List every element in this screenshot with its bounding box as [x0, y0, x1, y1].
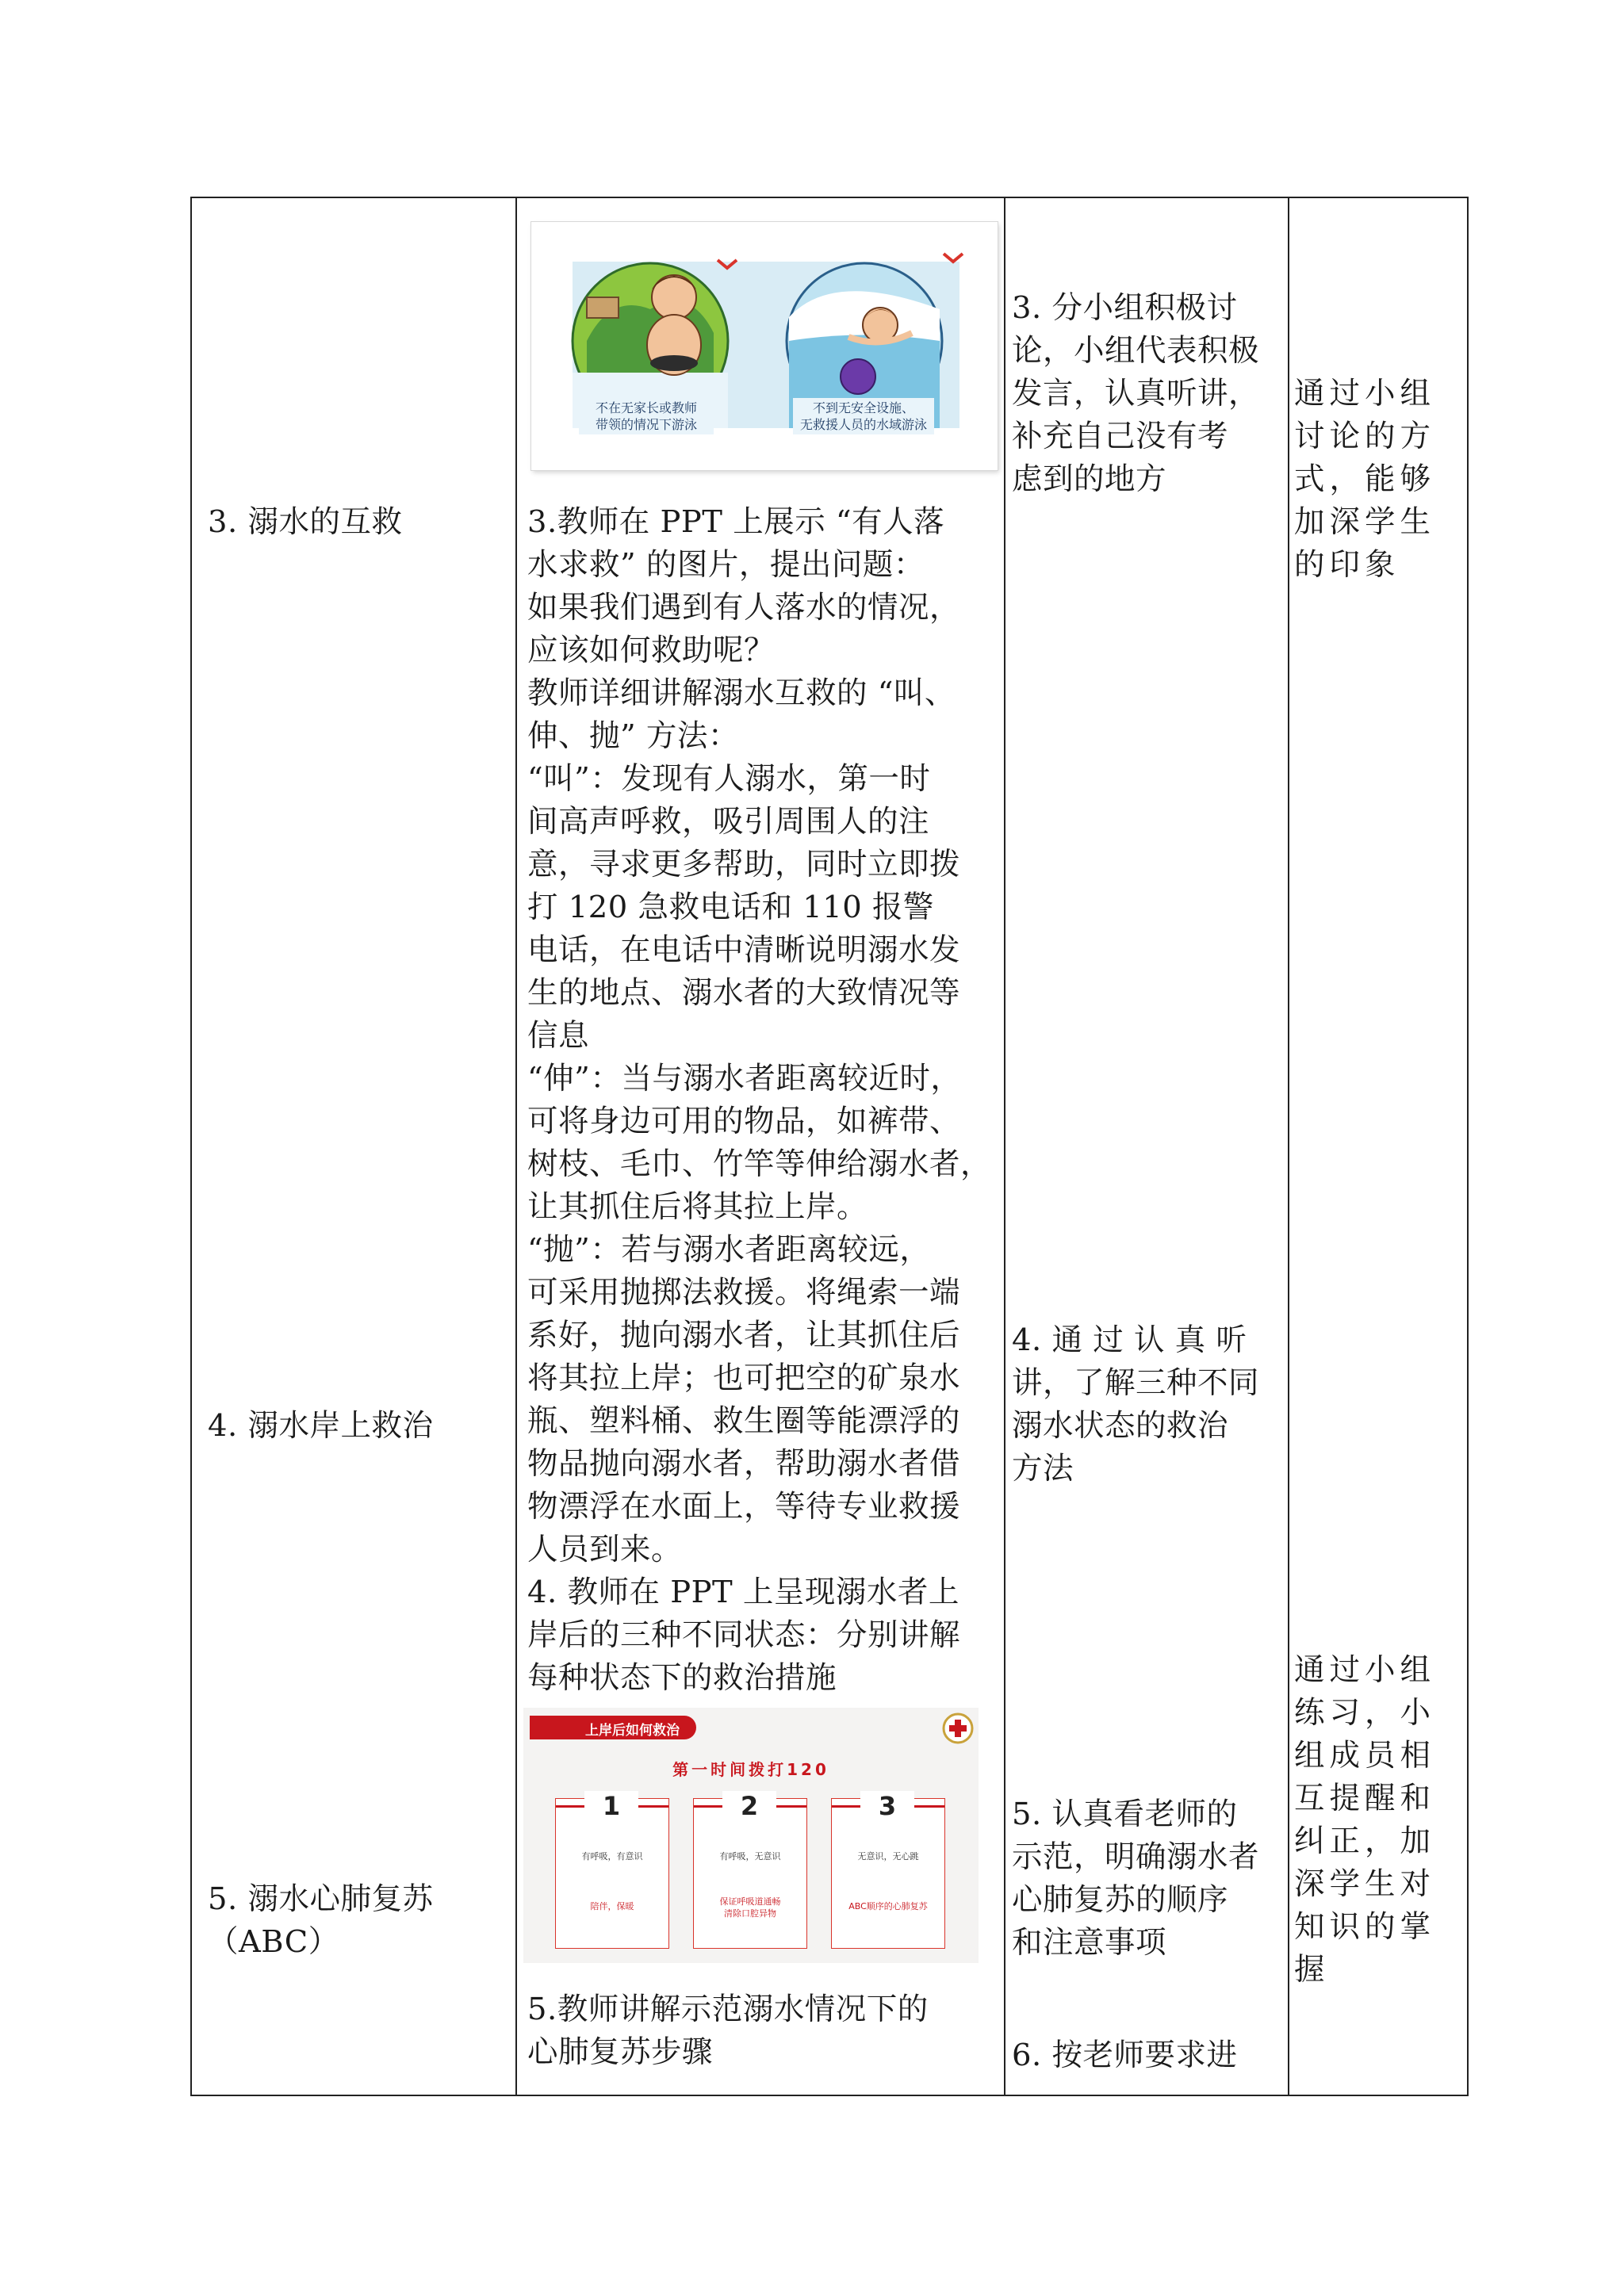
activity-line: 物漂浮在水面上，等待专业救援 — [527, 1489, 961, 1525]
step-action: 保证呼吸道通畅 清除口腔异物 — [719, 1896, 781, 1919]
intent-line: 深学生对 — [1294, 1866, 1436, 1902]
student-line: 虑到的地方 — [1012, 461, 1167, 497]
drowning-prevention-illustration — [531, 222, 998, 470]
caption-right-line1: 不到无安全设施、 — [812, 400, 914, 415]
activity-line: 4. 教师在 PPT 上呈现溺水者上 — [527, 1575, 959, 1610]
student-line: 补充自己没有考 — [1012, 419, 1229, 454]
rescue-steps-slide — [523, 1708, 979, 1963]
activity-line: 生的地点、溺水者的大致情况等 — [527, 975, 961, 1011]
activity-line: 信息 — [527, 1018, 590, 1054]
intent-line: 通过小组 — [1294, 376, 1436, 411]
activity-line: 打 120 急救电话和 110 报警 — [527, 890, 934, 925]
step-state: 有呼吸，有意识 — [581, 1851, 643, 1862]
activity-line: 可将身边可用的物品，如裤带、 — [527, 1104, 961, 1139]
step-state: 有呼吸，无意识 — [719, 1851, 781, 1862]
table-divider-2 — [1004, 197, 1005, 2096]
intent-line: 讨论的方 — [1294, 419, 1436, 454]
table-top-border — [190, 197, 1469, 198]
step-state: 无意识，无心跳 — [857, 1851, 919, 1862]
student-line: 心肺复苏的顺序 — [1012, 1882, 1229, 1918]
step-number: 2 — [722, 1791, 776, 1821]
student-line: 5. 认真看老师的 — [1012, 1797, 1238, 1832]
activity-line: 岸后的三种不同状态：分别讲解 — [527, 1617, 961, 1653]
activity-line: 如果我们遇到有人落水的情况， — [527, 590, 961, 626]
activity-line: “伸”：当与溺水者距离较近时， — [527, 1061, 962, 1096]
intent-line: 的印象 — [1294, 547, 1400, 583]
caption-left-line2: 带领的情况下游泳 — [595, 417, 697, 432]
activity-line: 系好，抛向溺水者，让其抓住后 — [527, 1318, 961, 1353]
step-number: 3 — [860, 1791, 914, 1821]
activity-line: 将其拉上岸；也可把空的矿泉水 — [527, 1360, 961, 1396]
activity-line: 物品抛向溺水者，帮助溺水者借 — [527, 1446, 961, 1482]
student-line: 示范，明确溺水者 — [1012, 1839, 1260, 1875]
activity-line: 水求救” 的图片，提出问题： — [527, 547, 925, 583]
activity-line: “叫”：发现有人溺水，第一时 — [527, 761, 931, 797]
table-right-border — [1467, 197, 1469, 2096]
student-line: 方法 — [1012, 1451, 1074, 1487]
activity-line: 间高声呼救，吸引周围人的注 — [527, 804, 930, 840]
table-bottom-border — [190, 2095, 1469, 2096]
activity-line: 可采用抛掷法救援。将绳索一端 — [527, 1275, 961, 1311]
table-divider-1 — [515, 197, 517, 2096]
step-card-2 — [693, 1791, 807, 1949]
student-line: 4. 通 过 认 真 听 — [1012, 1322, 1247, 1358]
slide-header: 上岸后如何救治 — [585, 1723, 680, 1739]
topic-4: 4. 溺水岸上救治 — [208, 1408, 434, 1444]
caption-left-line1: 不在无家长或教师 — [595, 400, 697, 415]
topic-3: 3. 溺水的互救 — [208, 504, 403, 540]
activity-line: 让其抓住后将其拉上岸。 — [527, 1189, 868, 1225]
activity-tail-1: 5.教师讲解示范溺水情况下的 — [527, 1992, 929, 2027]
student-line: 讲，了解三种不同 — [1012, 1365, 1260, 1401]
table-left-border — [190, 197, 192, 2096]
activity-line: 意，寻求更多帮助，同时立即拨 — [527, 847, 961, 882]
activity-line: 3.教师在 PPT 上展示 “有人落 — [527, 504, 945, 540]
activity-line: “抛”：若与溺水者距离较远， — [527, 1232, 931, 1268]
student-line: 溺水状态的救治 — [1012, 1408, 1229, 1444]
step-card-3 — [831, 1791, 945, 1949]
table-divider-3 — [1288, 197, 1289, 2096]
topic-5: 5. 溺水心肺复苏 — [208, 1881, 434, 1917]
caption-right-line2: 无救援人员的水域游泳 — [799, 417, 927, 432]
intent-line: 知识的掌 — [1294, 1909, 1436, 1945]
student-line: 3. 分小组积极讨 — [1012, 290, 1238, 326]
step-action: ABC顺序的心肺复苏 — [848, 1901, 928, 1911]
activity-line: 人员到来。 — [527, 1532, 683, 1567]
activity-line: 瓶、塑料桶、救生圈等能漂浮的 — [527, 1403, 961, 1439]
intent-line: 组成员相 — [1294, 1738, 1436, 1774]
activity-tail-2: 心肺复苏步骤 — [527, 2034, 714, 2070]
activity-line: 每种状态下的救治措施 — [527, 1660, 837, 1696]
slide-title: 第一时间拨打120 — [672, 1760, 829, 1779]
step-number: 1 — [584, 1791, 638, 1821]
topic-5-sub: （ABC） — [208, 1924, 339, 1960]
activity-line: 应该如何救助呢？ — [527, 633, 776, 668]
intent-line: 纠正，加 — [1294, 1823, 1436, 1859]
activity-line: 伸、抛” 方法： — [527, 718, 739, 754]
activity-line: 教师详细讲解溺水互救的 “叫、 — [527, 675, 956, 711]
step-card-1 — [555, 1791, 669, 1949]
intent-line: 通过小组 — [1294, 1652, 1436, 1688]
student-line: 和注意事项 — [1012, 1925, 1167, 1961]
intent-line: 练习，小 — [1294, 1695, 1436, 1731]
intent-line: 互提醒和 — [1294, 1781, 1436, 1816]
intent-line: 式，能够 — [1294, 461, 1436, 497]
student-line: 论，小组代表积极 — [1012, 333, 1260, 369]
student-line: 6. 按老师要求进 — [1012, 2038, 1238, 2073]
step-action: 陪伴，保暖 — [590, 1901, 634, 1911]
activity-line: 树枝、毛巾、竹竿等伸给溺水者， — [527, 1146, 992, 1182]
activity-line: 电话，在电话中清晰说明溺水发 — [527, 932, 961, 968]
red-cross-icon — [942, 1712, 974, 1744]
intent-line: 握 — [1294, 1952, 1330, 1988]
student-line: 发言，认真听讲， — [1012, 376, 1260, 411]
intent-line: 加深学生 — [1294, 504, 1436, 540]
